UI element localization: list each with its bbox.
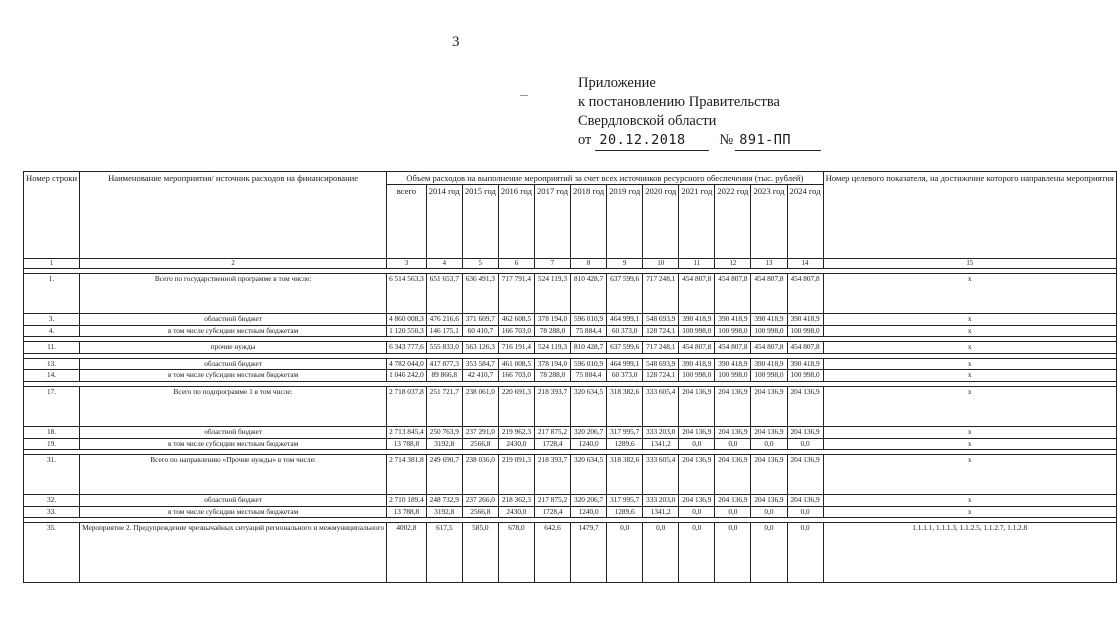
scan-mark — [520, 95, 528, 96]
value-cell: 0,0 — [751, 523, 787, 583]
value-cell: 0,0 — [751, 438, 787, 450]
value-cell: 637 599,6 — [607, 274, 643, 314]
value-cell: 2 710 189,4 — [387, 495, 427, 507]
value-cell: 218 393,7 — [534, 386, 570, 426]
value-cell: 204 136,9 — [679, 426, 715, 438]
value-cell: 128 724,1 — [643, 325, 679, 337]
value-cell: 555 833,0 — [426, 342, 462, 354]
value-cell: 100 998,0 — [787, 370, 823, 382]
value-cell: 371 609,7 — [462, 314, 498, 326]
value-cell: 4 860 008,3 — [387, 314, 427, 326]
value-cell: 1240,0 — [571, 506, 607, 518]
header-year-5: 2018 год — [571, 185, 607, 259]
value-cell: 0,0 — [751, 506, 787, 518]
value-cell: 4002,8 — [387, 523, 427, 583]
table-row — [24, 495, 1117, 507]
header-name: Наименование мероприятия/ источник расходов на финансирование — [80, 172, 387, 259]
value-cell: 1 120 550,3 — [387, 325, 427, 337]
row-number: 31. — [24, 455, 80, 495]
row-name: областной бюджет — [80, 426, 387, 438]
value-cell: 378 194,0 — [534, 358, 570, 370]
value-cell: 548 693,9 — [643, 314, 679, 326]
column-index-row — [24, 259, 1117, 269]
value-cell: 100 998,0 — [751, 370, 787, 382]
value-cell: 320 634,5 — [571, 455, 607, 495]
table-row — [24, 274, 1117, 314]
row-number: 18. — [24, 426, 80, 438]
row-number: 32. — [24, 495, 80, 507]
header-target: Номер целевого показателя, на достижение которого направлены мероприятия — [823, 172, 1116, 259]
column-index: 3 — [387, 259, 427, 269]
row-name: в том числе субсидии местным бюджетам — [80, 325, 387, 337]
value-cell: 100 998,0 — [787, 325, 823, 337]
value-cell: 128 724,1 — [643, 370, 679, 382]
value-cell: 617,5 — [426, 523, 462, 583]
row-number: 1. — [24, 274, 80, 314]
value-cell: 1289,6 — [607, 438, 643, 450]
value-cell: 390 418,9 — [787, 358, 823, 370]
value-cell: 13 788,8 — [387, 438, 427, 450]
value-cell: 390 418,9 — [679, 358, 715, 370]
value-cell: 75 884,4 — [571, 325, 607, 337]
value-cell: 320 634,5 — [571, 386, 607, 426]
value-cell: 0,0 — [715, 506, 751, 518]
row-target: х — [823, 495, 1116, 507]
table-row — [24, 314, 1117, 326]
value-cell: 563 126,3 — [462, 342, 498, 354]
value-cell: 100 998,0 — [679, 370, 715, 382]
value-cell: 78 288,0 — [534, 370, 570, 382]
value-cell: 1 046 242,0 — [387, 370, 427, 382]
header-year-6: 2019 год — [607, 185, 643, 259]
value-cell: 1479,7 — [571, 523, 607, 583]
row-target: х — [823, 274, 1116, 314]
value-cell: 75 884,4 — [571, 370, 607, 382]
row-target: х — [823, 438, 1116, 450]
value-cell: 204 136,9 — [679, 386, 715, 426]
value-cell: 390 418,9 — [679, 314, 715, 326]
row-target: х — [823, 386, 1116, 426]
table-row — [24, 426, 1117, 438]
value-cell: 716 191,4 — [498, 342, 534, 354]
value-cell: 100 998,0 — [715, 370, 751, 382]
value-cell: 390 418,9 — [715, 314, 751, 326]
row-target: х — [823, 426, 1116, 438]
value-cell: 548 693,9 — [643, 358, 679, 370]
value-cell: 2430,0 — [498, 438, 534, 450]
value-cell: 2566,8 — [462, 438, 498, 450]
column-index: 15 — [823, 259, 1116, 269]
header-year-3: 2016 год — [498, 185, 534, 259]
header-year-0: всего — [387, 185, 427, 259]
value-cell: 317 995,7 — [607, 426, 643, 438]
row-name: прочие нужды — [80, 342, 387, 354]
row-name: областной бюджет — [80, 358, 387, 370]
value-cell: 390 418,9 — [751, 358, 787, 370]
value-cell: 454 807,8 — [679, 274, 715, 314]
value-cell: 642,6 — [534, 523, 570, 583]
value-cell: 0,0 — [607, 523, 643, 583]
row-target: х — [823, 455, 1116, 495]
value-cell: 454 807,8 — [751, 274, 787, 314]
approval-line-1: Приложение — [578, 75, 656, 91]
value-cell: 1728,4 — [534, 506, 570, 518]
value-cell: 219 091,3 — [498, 455, 534, 495]
table-row — [24, 386, 1117, 426]
value-cell: 596 010,9 — [571, 314, 607, 326]
value-cell: 454 807,8 — [787, 342, 823, 354]
value-cell: 2566,8 — [462, 506, 498, 518]
header-row-number: Номер строки — [24, 172, 80, 259]
value-cell: 596 010,9 — [571, 358, 607, 370]
table-row — [24, 358, 1117, 370]
approval-date: 20.12.2018 — [595, 131, 709, 151]
value-cell: 3192,8 — [426, 506, 462, 518]
value-cell: 78 288,0 — [534, 325, 570, 337]
value-cell: 60 373,0 — [607, 325, 643, 337]
value-cell: 353 584,7 — [462, 358, 498, 370]
value-cell: 0,0 — [679, 506, 715, 518]
header-year-11: 2024 год — [787, 185, 823, 259]
value-cell: 60 410,7 — [462, 325, 498, 337]
value-cell: 318 382,6 — [607, 386, 643, 426]
column-index: 9 — [607, 259, 643, 269]
value-cell: 318 382,6 — [607, 455, 643, 495]
header-year-9: 2022 год — [715, 185, 751, 259]
value-cell: 678,0 — [498, 523, 534, 583]
value-cell: 524 119,3 — [534, 342, 570, 354]
table-row — [24, 506, 1117, 518]
value-cell: 390 418,9 — [715, 358, 751, 370]
column-index: 1 — [24, 259, 80, 269]
table-row — [24, 455, 1117, 495]
approval-stamp — [578, 74, 821, 151]
value-cell: 390 418,9 — [787, 314, 823, 326]
value-cell: 0,0 — [715, 523, 751, 583]
value-cell: 204 136,9 — [787, 455, 823, 495]
value-cell: 89 866,8 — [426, 370, 462, 382]
row-target: х — [823, 314, 1116, 326]
value-cell: 0,0 — [679, 438, 715, 450]
value-cell: 217 875,2 — [534, 495, 570, 507]
value-cell: 250 763,9 — [426, 426, 462, 438]
value-cell: 0,0 — [715, 438, 751, 450]
value-cell: 454 807,8 — [751, 342, 787, 354]
table-row — [24, 325, 1117, 337]
value-cell: 219 962,3 — [498, 426, 534, 438]
value-cell: 100 998,0 — [751, 325, 787, 337]
column-index: 2 — [80, 259, 387, 269]
value-cell: 390 418,9 — [751, 314, 787, 326]
value-cell: 464 999,1 — [607, 314, 643, 326]
value-cell: 462 608,5 — [498, 314, 534, 326]
value-cell: 218 393,7 — [534, 455, 570, 495]
value-cell: 0,0 — [679, 523, 715, 583]
value-cell: 6 343 777,6 — [387, 342, 427, 354]
value-cell: 13 788,8 — [387, 506, 427, 518]
from-label: от — [578, 132, 592, 148]
header-year-10: 2023 год — [751, 185, 787, 259]
value-cell: 810 428,7 — [571, 342, 607, 354]
value-cell: 320 206,7 — [571, 426, 607, 438]
value-cell: 585,0 — [462, 523, 498, 583]
header-volume: Объем расходов на выполнение мероприятий за счет всех источников ресурсного обеспечения (тыс. рублей) — [387, 172, 824, 185]
value-cell: 220 691,3 — [498, 386, 534, 426]
value-cell: 6 514 563,3 — [387, 274, 427, 314]
value-cell: 320 206,7 — [571, 495, 607, 507]
row-target: х — [823, 325, 1116, 337]
value-cell: 204 136,9 — [679, 495, 715, 507]
expenditure-table — [23, 171, 1117, 583]
value-cell: 237 291,0 — [462, 426, 498, 438]
value-cell: 333 605,4 — [643, 455, 679, 495]
value-cell: 251 721,7 — [426, 386, 462, 426]
value-cell: 217 875,2 — [534, 426, 570, 438]
approval-line-3: Свердловской области — [578, 113, 717, 129]
column-index: 6 — [498, 259, 534, 269]
value-cell: 204 136,9 — [787, 426, 823, 438]
row-name: Мероприятие 2. Предупреждение чрезвычайных ситуаций регионального и межмуниципального — [80, 523, 387, 583]
value-cell: 0,0 — [787, 506, 823, 518]
value-cell: 636 491,3 — [462, 274, 498, 314]
row-number: 11. — [24, 342, 80, 354]
value-cell: 204 136,9 — [715, 386, 751, 426]
value-cell: 464 999,1 — [607, 358, 643, 370]
value-cell: 461 008,5 — [498, 358, 534, 370]
value-cell: 637 599,6 — [607, 342, 643, 354]
row-number: 13. — [24, 358, 80, 370]
column-index: 10 — [643, 259, 679, 269]
approval-line-2: к постановлению Правительства — [578, 94, 780, 110]
value-cell: 1240,0 — [571, 438, 607, 450]
row-name: в том числе субсидии местным бюджетам — [80, 506, 387, 518]
value-cell: 2 714 381,8 — [387, 455, 427, 495]
value-cell: 204 136,9 — [715, 455, 751, 495]
row-number: 4. — [24, 325, 80, 337]
value-cell: 476 216,6 — [426, 314, 462, 326]
approval-number: 891-ПП — [735, 131, 821, 151]
column-index: 14 — [787, 259, 823, 269]
row-target: 1.1.1.1, 1.1.1.3, 1.1.2.5, 1.1.2.7, 1.1.2.8 — [823, 523, 1116, 583]
value-cell: 204 136,9 — [715, 426, 751, 438]
value-cell: 417 877,3 — [426, 358, 462, 370]
value-cell: 249 690,7 — [426, 455, 462, 495]
value-cell: 204 136,9 — [679, 455, 715, 495]
row-name: Всего по государственной программе в том числе: — [80, 274, 387, 314]
column-index: 7 — [534, 259, 570, 269]
value-cell: 1341,2 — [643, 506, 679, 518]
value-cell: 204 136,9 — [751, 455, 787, 495]
value-cell: 333 605,4 — [643, 386, 679, 426]
row-number: 14. — [24, 370, 80, 382]
column-index: 4 — [426, 259, 462, 269]
row-name: Всего по направлению «Прочие нужды» в том числе: — [80, 455, 387, 495]
value-cell: 524 119,3 — [534, 274, 570, 314]
value-cell: 454 807,8 — [787, 274, 823, 314]
value-cell: 333 203,0 — [643, 426, 679, 438]
value-cell: 204 136,9 — [751, 426, 787, 438]
row-target: х — [823, 506, 1116, 518]
value-cell: 717 791,4 — [498, 274, 534, 314]
value-cell: 454 807,8 — [679, 342, 715, 354]
value-cell: 2 713 845,4 — [387, 426, 427, 438]
column-index: 12 — [715, 259, 751, 269]
value-cell: 166 703,0 — [498, 370, 534, 382]
value-cell: 717 248,1 — [643, 274, 679, 314]
column-index: 5 — [462, 259, 498, 269]
header-year-1: 2014 год — [426, 185, 462, 259]
value-cell: 204 136,9 — [715, 495, 751, 507]
value-cell: 0,0 — [643, 523, 679, 583]
value-cell: 717 248,1 — [643, 342, 679, 354]
row-target: х — [823, 370, 1116, 382]
value-cell: 317 995,7 — [607, 495, 643, 507]
header-row-top — [24, 172, 1117, 185]
value-cell: 238 061,0 — [462, 386, 498, 426]
table-row — [24, 523, 1117, 583]
value-cell: 204 136,9 — [787, 495, 823, 507]
number-label: № — [719, 132, 734, 148]
value-cell: 146 175,1 — [426, 325, 462, 337]
value-cell: 2430,0 — [498, 506, 534, 518]
table-row — [24, 370, 1117, 382]
value-cell: 454 807,8 — [715, 274, 751, 314]
column-index: 8 — [571, 259, 607, 269]
value-cell: 454 807,8 — [715, 342, 751, 354]
value-cell: 204 136,9 — [787, 386, 823, 426]
column-index: 13 — [751, 259, 787, 269]
value-cell: 651 653,7 — [426, 274, 462, 314]
value-cell: 238 036,0 — [462, 455, 498, 495]
value-cell: 1728,4 — [534, 438, 570, 450]
header-year-7: 2020 год — [643, 185, 679, 259]
table-row — [24, 342, 1117, 354]
row-target: х — [823, 342, 1116, 354]
value-cell: 237 266,0 — [462, 495, 498, 507]
value-cell: 4 782 044,0 — [387, 358, 427, 370]
value-cell: 810 428,7 — [571, 274, 607, 314]
value-cell: 204 136,9 — [751, 495, 787, 507]
value-cell: 2 718 037,8 — [387, 386, 427, 426]
header-year-2: 2015 год — [462, 185, 498, 259]
value-cell: 100 998,0 — [715, 325, 751, 337]
value-cell: 218 362,3 — [498, 495, 534, 507]
approval-date-line — [578, 131, 821, 151]
row-number: 33. — [24, 506, 80, 518]
column-index: 11 — [679, 259, 715, 269]
row-number: 3. — [24, 314, 80, 326]
header-year-4: 2017 год — [534, 185, 570, 259]
row-name: областной бюджет — [80, 495, 387, 507]
row-name: Всего по подпрограмме 1 в том числе: — [80, 386, 387, 426]
row-name: в том числе субсидии местным бюджетам — [80, 370, 387, 382]
value-cell: 166 703,0 — [498, 325, 534, 337]
value-cell: 3192,8 — [426, 438, 462, 450]
page-number: 3 — [452, 34, 460, 50]
value-cell: 0,0 — [787, 438, 823, 450]
row-target: х — [823, 358, 1116, 370]
value-cell: 100 998,0 — [679, 325, 715, 337]
value-cell: 0,0 — [787, 523, 823, 583]
value-cell: 60 373,0 — [607, 370, 643, 382]
row-number: 17. — [24, 386, 80, 426]
row-name: областной бюджет — [80, 314, 387, 326]
row-name: в том числе субсидии местным бюджетам — [80, 438, 387, 450]
value-cell: 378 194,0 — [534, 314, 570, 326]
value-cell: 1341,2 — [643, 438, 679, 450]
value-cell: 1289,6 — [607, 506, 643, 518]
table-row — [24, 438, 1117, 450]
value-cell: 42 410,7 — [462, 370, 498, 382]
row-number: 35. — [24, 523, 80, 583]
value-cell: 333 203,0 — [643, 495, 679, 507]
header-year-8: 2021 год — [679, 185, 715, 259]
row-number: 19. — [24, 438, 80, 450]
value-cell: 248 732,9 — [426, 495, 462, 507]
value-cell: 204 136,9 — [751, 386, 787, 426]
